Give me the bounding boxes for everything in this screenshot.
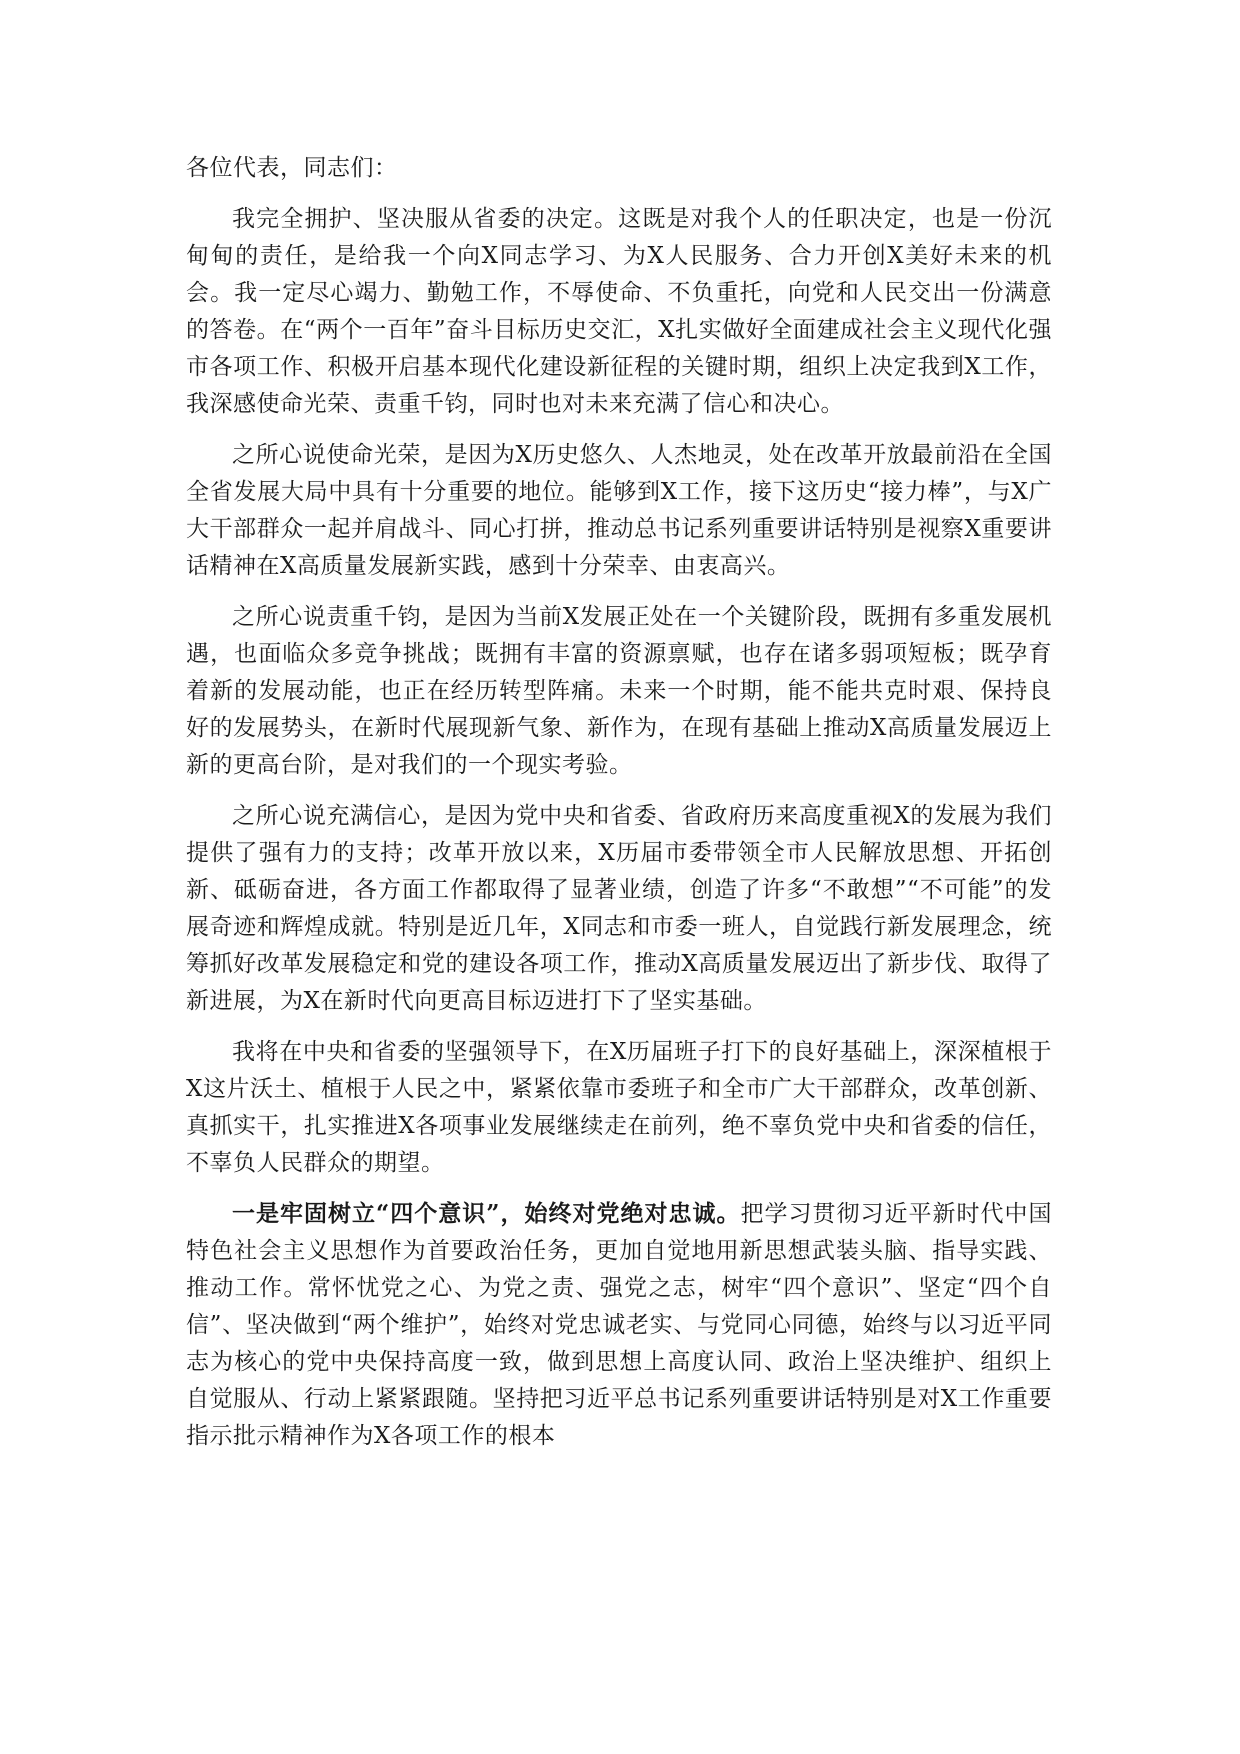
paragraph-6 [186, 1195, 1052, 1455]
paragraph-text: 把学习贯彻习近平新时代中国特色社会主义思想作为首要政治任务，更加自觉地用新思想武装头脑、指导实践、推动工作。常怀忧党之心、为党之责、强党之志，树牢“四个意识”、坚定“四个自信”、坚决做到“两个维护”，始终对党忠诚老实、与党同心同德，始终与以习近平同志为核心的党中央保持高度一致，做到思想上高度认同、政治上坚决维护、组织上自觉服从、行动上紧紧跟随。坚持把习近平总书记系列重要讲话特别是对X工作重要指示批示精神作为X各项工作的根本 [186, 1201, 1052, 1449]
paragraph-text: 我完全拥护、坚决服从省委的决定。这既是对我个人的任职决定，也是一份沉甸甸的责任，是给我一个向X同志学习、为X人民服务、合力开创X美好未来的机会。我一定尽心竭力、勤勉工作，不辱使命、不负重托，向党和人民交出一份满意的答卷。在“两个一百年”奋斗目标历史交汇，X扎实做好全面建成社会主义现代化强市各项工作、积极开启基本现代化建设新征程的关键时期，组织上决定我到X工作，我深感使命光荣、责重千钧，同时也对未来充满了信心和决心。 [186, 206, 1052, 417]
salutation: 各位代表，同志们： [186, 155, 398, 181]
paragraph-4 [186, 797, 1052, 1020]
paragraph-2 [186, 436, 1052, 585]
paragraph-3 [186, 598, 1052, 784]
document-body [186, 150, 1052, 1468]
paragraph-text: 之所心说使命光荣，是因为X历史悠久、人杰地灵，处在改革开放最前沿在全国全省发展大局中具有十分重要的地位。能够到X工作，接下这历史“接力棒”，与X广大干部群众一起并肩战斗、同心打拼，推动总书记系列重要讲话特别是视察X重要讲话精神在X高质量发展新实践，感到十分荣幸、由衷高兴。 [186, 442, 1052, 579]
paragraph-text: 之所心说责重千钧，是因为当前X发展正处在一个关键阶段，既拥有多重发展机遇，也面临众多竞争挑战；既拥有丰富的资源禀赋，也存在诸多弱项短板；既孕育着新的发展动能，也正在经历转型阵痛。未来一个时期，能不能共克时艰、保持良好的发展势头，在新时代展现新气象、新作为，在现有基础上推动X高质量发展迈上新的更高台阶，是对我们的一个现实考验。 [186, 604, 1052, 778]
paragraph-text: 之所心说充满信心，是因为党中央和省委、省政府历来高度重视X的发展为我们提供了强有力的支持；改革开放以来，X历届市委带领全市人民解放思想、开拓创新、砥砺奋进，各方面工作都取得了显著业绩，创造了许多“不敢想”“不可能”的发展奇迹和辉煌成就。特别是近几年，X同志和市委一班人，自觉践行新发展理念，统筹抓好改革发展稳定和党的建设各项工作，推动X高质量发展迈出了新步伐、取得了新进展，为X在新时代向更高目标迈进打下了坚实基础。 [186, 803, 1052, 1014]
paragraph-5 [186, 1033, 1052, 1182]
paragraph-lead: 一是牢固树立“四个意识”，始终对党绝对忠诚。 [232, 1200, 741, 1227]
paragraph-1 [186, 200, 1052, 423]
paragraph-text: 我将在中央和省委的坚强领导下，在X历届班子打下的良好基础上，深深植根于X这片沃土、植根于人民之中，紧紧依靠市委班子和全市广大干部群众，改革创新、真抓实干，扎实推进X各项事业发展继续走在前列，绝不辜负党中央和省委的信任，不辜负人民群众的期望。 [186, 1039, 1052, 1176]
